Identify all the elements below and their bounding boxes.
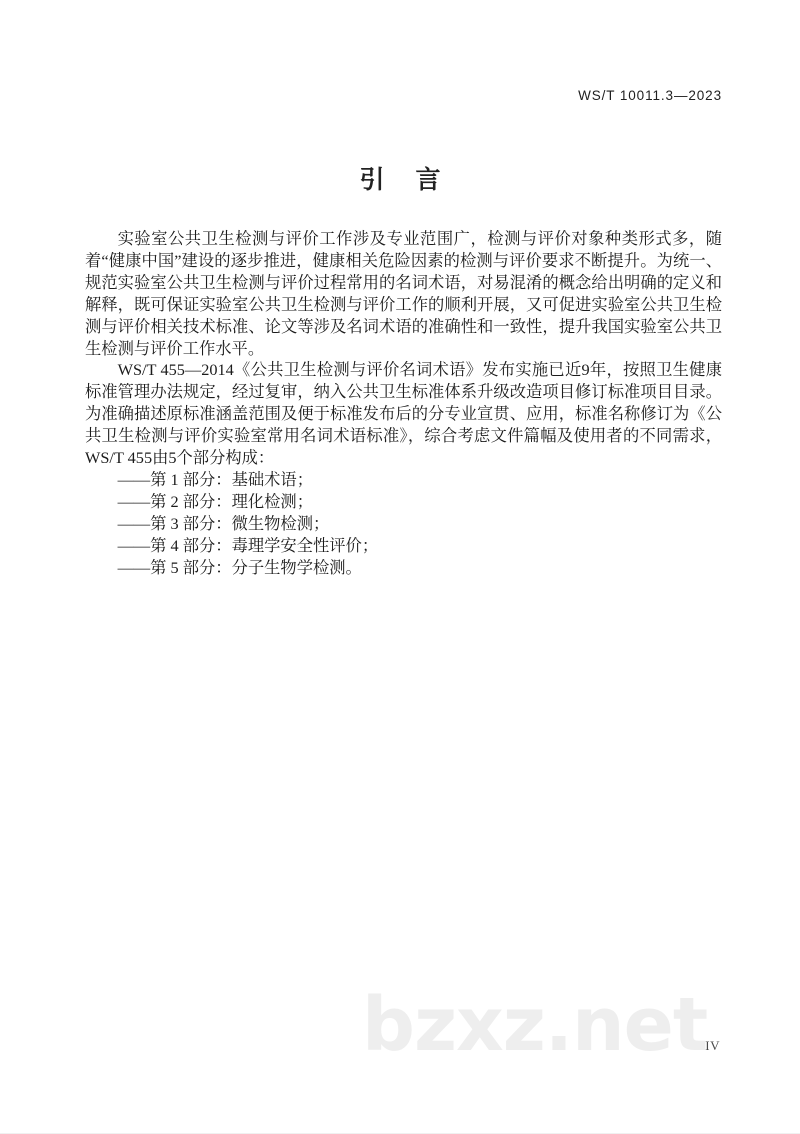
- standard-parts-list: [85, 469, 722, 579]
- paragraph-2: WS/T 455—2014《公共卫生检测与评价名词术语》发布实施已近9年，按照卫生健康标准管理办法规定，经过复审，纳入公共卫生标准体系升级改造项目修订标准项目目录。为准确描述原标准涵盖范围及便于标准发布后的分专业宣贯、应用，标准名称修订为《公共卫生检测与评价实验室常用名词术语标准》，综合考虑文件篇幅及使用者的不同需求，WS/T 455由5个部分构成：: [85, 360, 722, 468]
- running-header-standard-number: WS/T 10011.3—2023: [578, 88, 722, 103]
- paragraph-1: 实验室公共卫生检测与评价工作涉及专业范围广，检测与评价对象种类形式多，随着“健康中国”建设的逐步推进，健康相关危险因素的检测与评价要求不断提升。为统一、规范实验室公共卫生检测与评价过程常用的名词术语，对易混淆的概念给出明确的定义和解释，既可保证实验室公共卫生检测与评价工作的顺利开展，又可促进实验室公共卫生检测与评价相关技术标准、论文等涉及名词术语的准确性和一致性，提升我国实验室公共卫生检测与评价工作水平。: [85, 229, 722, 358]
- body-content: [85, 228, 722, 579]
- list-item: ——第 4 部分：毒理学安全性评价；: [117, 535, 379, 555]
- list-item: ——第 5 部分：分子生物学检测。: [117, 557, 362, 577]
- page-title: 引 言: [359, 166, 453, 194]
- list-item: ——第 3 部分：微生物检测；: [117, 513, 330, 533]
- watermark: bzxz.net: [362, 982, 708, 1068]
- page-number: IV: [705, 1038, 720, 1053]
- list-item: ——第 2 部分：理化检测；: [117, 491, 313, 511]
- list-item: ——第 1 部分：基础术语；: [117, 469, 313, 489]
